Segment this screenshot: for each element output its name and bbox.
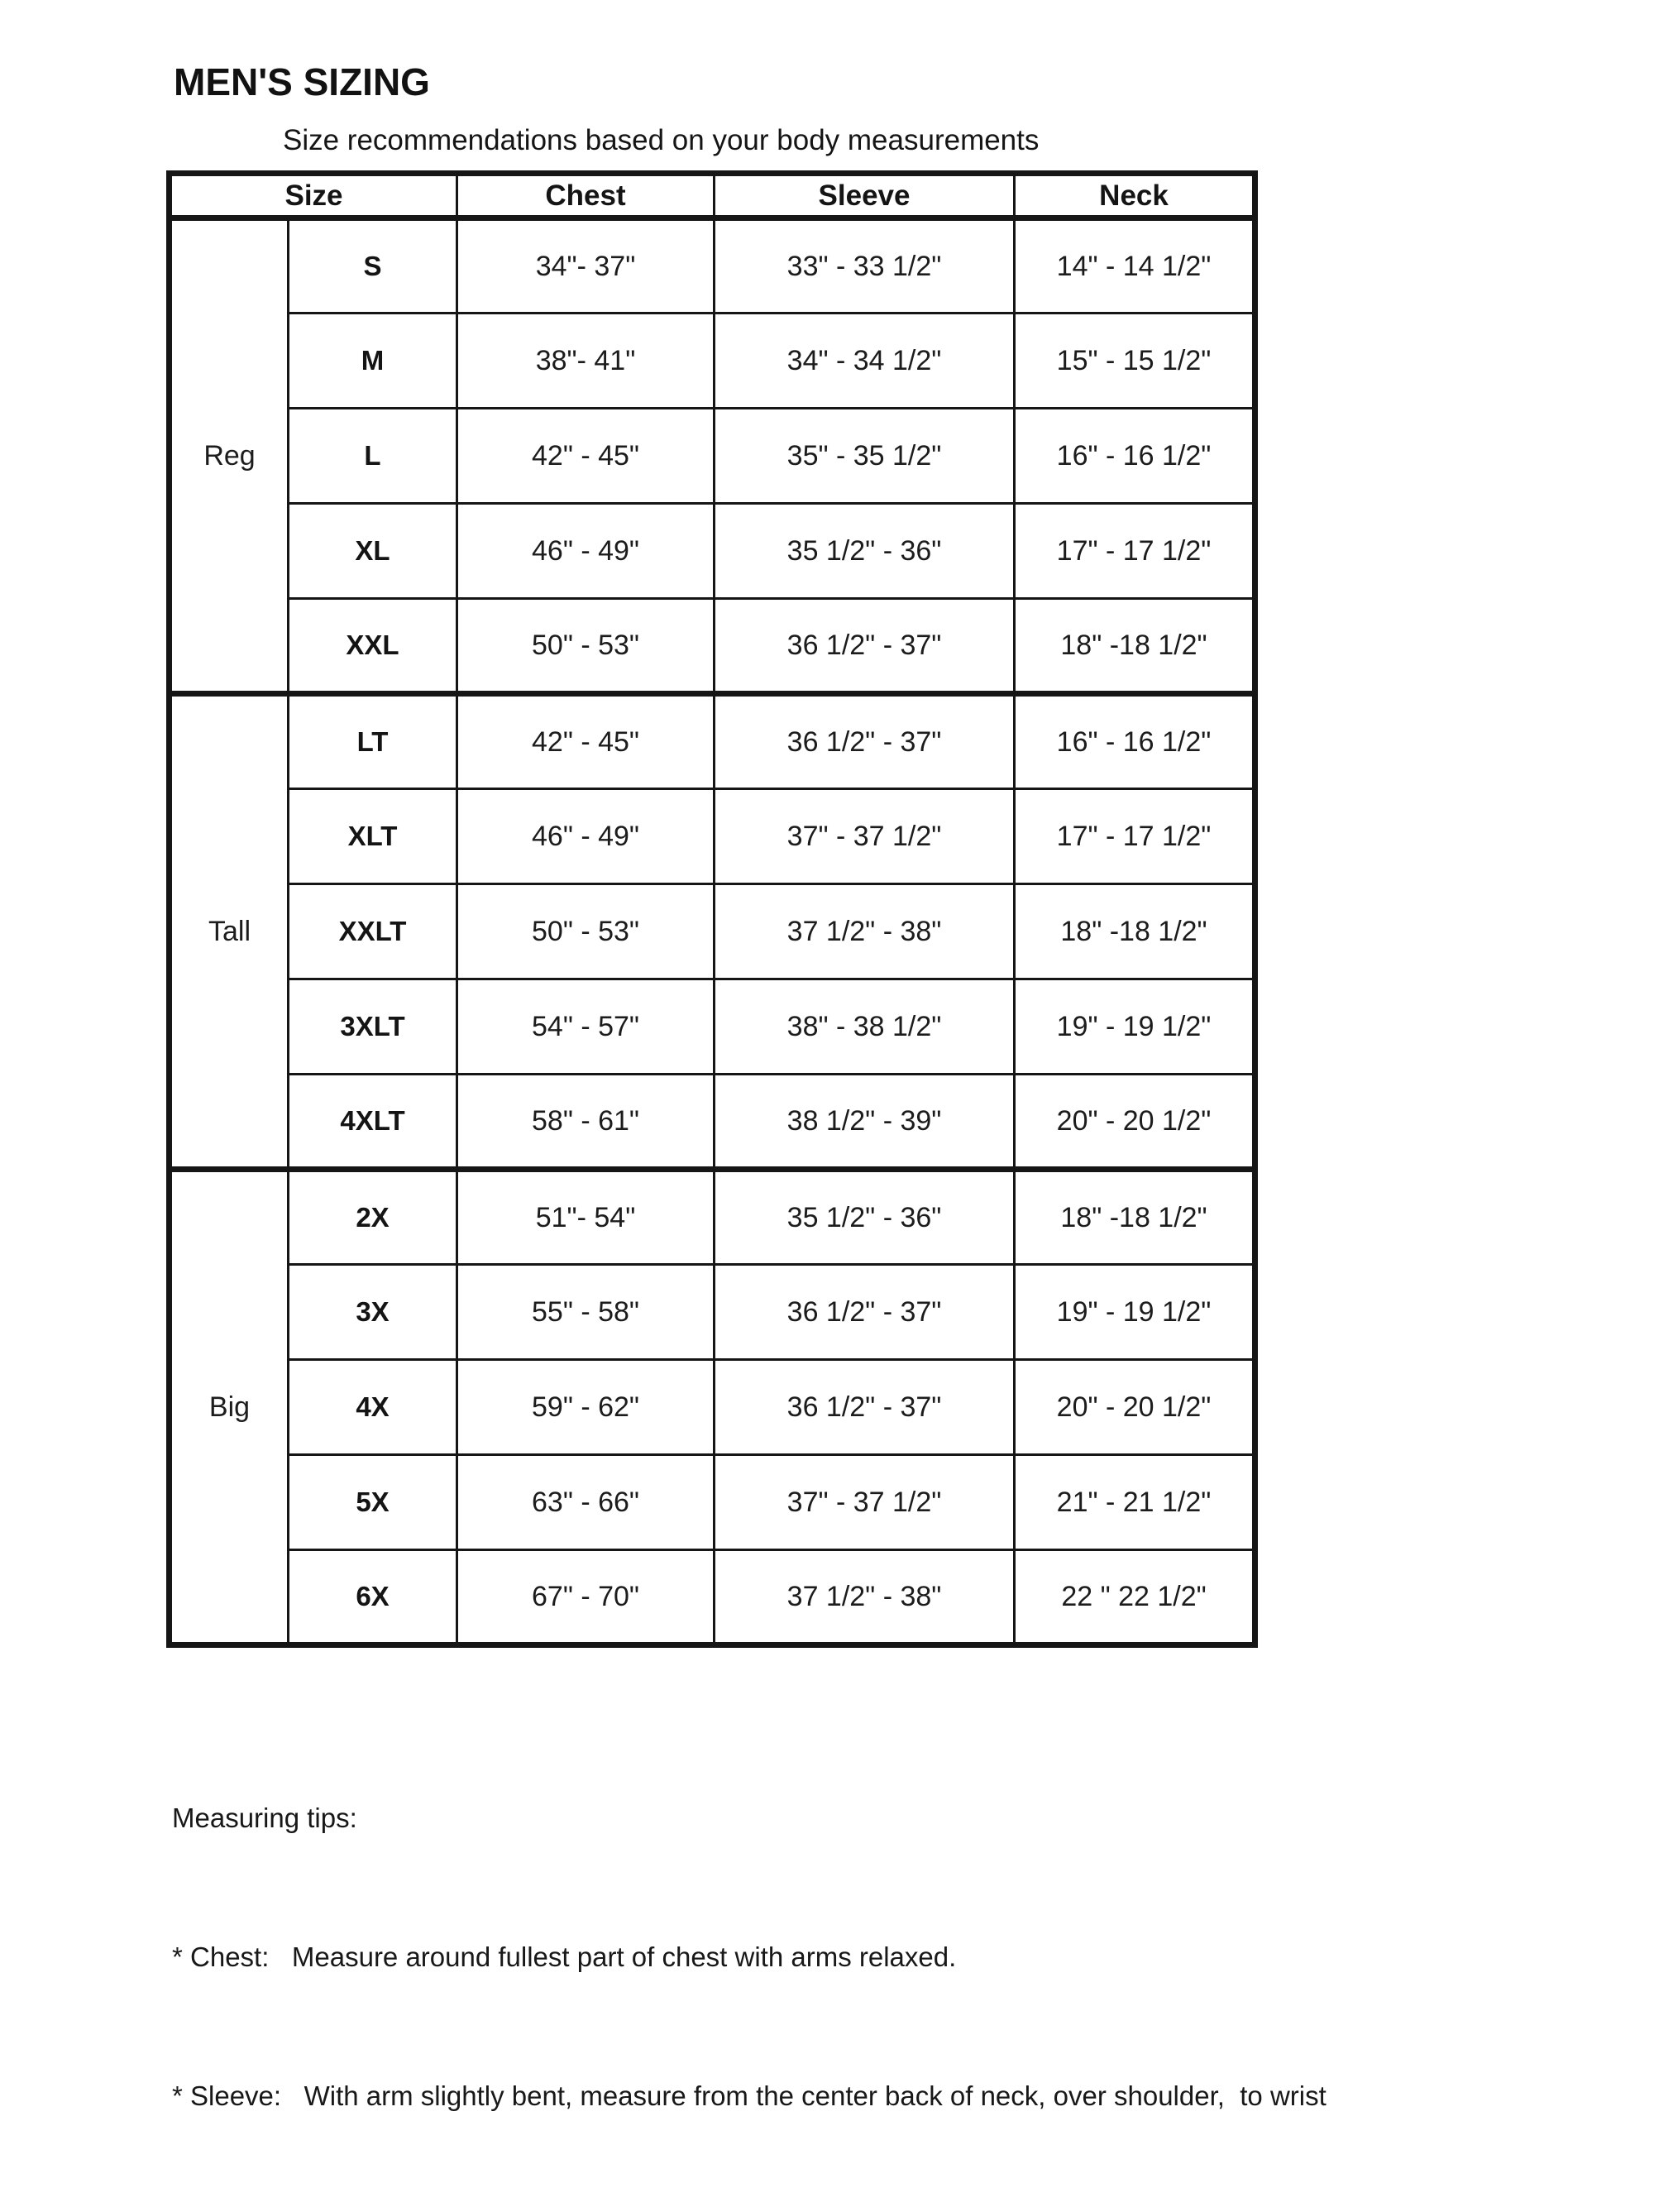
size-cell: XL <box>289 504 457 599</box>
sleeve-cell: 35 1/2" - 36" <box>715 504 1015 599</box>
size-cell: XXLT <box>289 884 457 979</box>
chest-cell: 51"- 54" <box>457 1170 715 1265</box>
size-cell: M <box>289 314 457 409</box>
table-row-4x <box>170 1360 1255 1455</box>
measuring-tips <box>172 1702 1327 2212</box>
sleeve-cell: 36 1/2" - 37" <box>715 694 1015 789</box>
table-row-5x <box>170 1455 1255 1550</box>
table-row-xxlt <box>170 884 1255 979</box>
size-cell: 3X <box>289 1265 457 1360</box>
group-label-reg: Reg <box>170 218 289 694</box>
neck-cell: 20" - 20 1/2" <box>1015 1360 1255 1455</box>
sleeve-cell: 36 1/2" - 37" <box>715 1265 1015 1360</box>
neck-cell: 20" - 20 1/2" <box>1015 1075 1255 1170</box>
table-row-lt <box>170 694 1255 789</box>
neck-cell: 18" -18 1/2" <box>1015 599 1255 694</box>
chest-cell: 54" - 57" <box>457 979 715 1075</box>
chest-cell: 58" - 61" <box>457 1075 715 1170</box>
chest-cell: 42" - 45" <box>457 409 715 504</box>
size-cell: XLT <box>289 789 457 884</box>
sleeve-cell: 33" - 33 1/2" <box>715 218 1015 314</box>
sleeve-cell: 37 1/2" - 38" <box>715 1550 1015 1645</box>
page-title: MEN'S SIZING <box>174 60 430 103</box>
sleeve-cell: 35 1/2" - 36" <box>715 1170 1015 1265</box>
header-sleeve: Sleeve <box>715 174 1015 218</box>
sleeve-cell: 36 1/2" - 37" <box>715 1360 1015 1455</box>
header-row <box>170 174 1255 218</box>
neck-cell: 21" - 21 1/2" <box>1015 1455 1255 1550</box>
neck-cell: 16" - 16 1/2" <box>1015 694 1255 789</box>
size-cell: L <box>289 409 457 504</box>
chest-cell: 55" - 58" <box>457 1265 715 1360</box>
size-cell: LT <box>289 694 457 789</box>
header-neck: Neck <box>1015 174 1255 218</box>
neck-cell: 16" - 16 1/2" <box>1015 409 1255 504</box>
table-row-s <box>170 218 1255 314</box>
chest-cell: 42" - 45" <box>457 694 715 789</box>
table-row-xxl <box>170 599 1255 694</box>
sleeve-cell: 36 1/2" - 37" <box>715 599 1015 694</box>
header-chest: Chest <box>457 174 715 218</box>
size-cell: 4X <box>289 1360 457 1455</box>
chest-cell: 38"- 41" <box>457 314 715 409</box>
chest-cell: 50" - 53" <box>457 884 715 979</box>
chest-cell: 63" - 66" <box>457 1455 715 1550</box>
table-row-xlt <box>170 789 1255 884</box>
neck-cell: 18" -18 1/2" <box>1015 884 1255 979</box>
neck-cell: 14" - 14 1/2" <box>1015 218 1255 314</box>
header-size: Size <box>170 174 457 218</box>
chest-cell: 59" - 62" <box>457 1360 715 1455</box>
size-cell: 4XLT <box>289 1075 457 1170</box>
table-row-4xlt <box>170 1075 1255 1170</box>
neck-cell: 22 " 22 1/2" <box>1015 1550 1255 1645</box>
size-cell: 2X <box>289 1170 457 1265</box>
table-row-xl <box>170 504 1255 599</box>
group-label-big: Big <box>170 1170 289 1645</box>
sizing-table <box>166 170 1258 1648</box>
table-subtitle: Size recommendations based on your body measurements <box>283 124 1040 156</box>
neck-cell: 18" -18 1/2" <box>1015 1170 1255 1265</box>
chest-tip: * Chest: Measure around fullest part of chest with arms relaxed. <box>172 1941 957 1972</box>
sleeve-cell: 38" - 38 1/2" <box>715 979 1015 1075</box>
chest-cell: 67" - 70" <box>457 1550 715 1645</box>
group-label-tall: Tall <box>170 694 289 1170</box>
chest-cell: 34"- 37" <box>457 218 715 314</box>
size-cell: S <box>289 218 457 314</box>
neck-cell: 15" - 15 1/2" <box>1015 314 1255 409</box>
neck-cell: 17" - 17 1/2" <box>1015 789 1255 884</box>
table-row-m <box>170 314 1255 409</box>
size-cell: XXL <box>289 599 457 694</box>
sleeve-cell: 38 1/2" - 39" <box>715 1075 1015 1170</box>
sleeve-tip: * Sleeve: With arm slightly bent, measure from the center back of neck, over shoulder, to wrist <box>172 2080 1327 2111</box>
table-row-l <box>170 409 1255 504</box>
size-cell: 3XLT <box>289 979 457 1075</box>
size-cell: 6X <box>289 1550 457 1645</box>
neck-cell: 19" - 19 1/2" <box>1015 979 1255 1075</box>
measuring-tips-heading: Measuring tips: <box>172 1803 357 1833</box>
sleeve-cell: 34" - 34 1/2" <box>715 314 1015 409</box>
sleeve-cell: 37" - 37 1/2" <box>715 789 1015 884</box>
table-row-6x <box>170 1550 1255 1645</box>
sleeve-cell: 35" - 35 1/2" <box>715 409 1015 504</box>
chest-cell: 46" - 49" <box>457 504 715 599</box>
chest-cell: 50" - 53" <box>457 599 715 694</box>
table-row-3xlt <box>170 979 1255 1075</box>
neck-cell: 17" - 17 1/2" <box>1015 504 1255 599</box>
chest-cell: 46" - 49" <box>457 789 715 884</box>
neck-cell: 19" - 19 1/2" <box>1015 1265 1255 1360</box>
sleeve-cell: 37 1/2" - 38" <box>715 884 1015 979</box>
sleeve-cell: 37" - 37 1/2" <box>715 1455 1015 1550</box>
table-row-3x <box>170 1265 1255 1360</box>
table-row-2x <box>170 1170 1255 1265</box>
size-cell: 5X <box>289 1455 457 1550</box>
